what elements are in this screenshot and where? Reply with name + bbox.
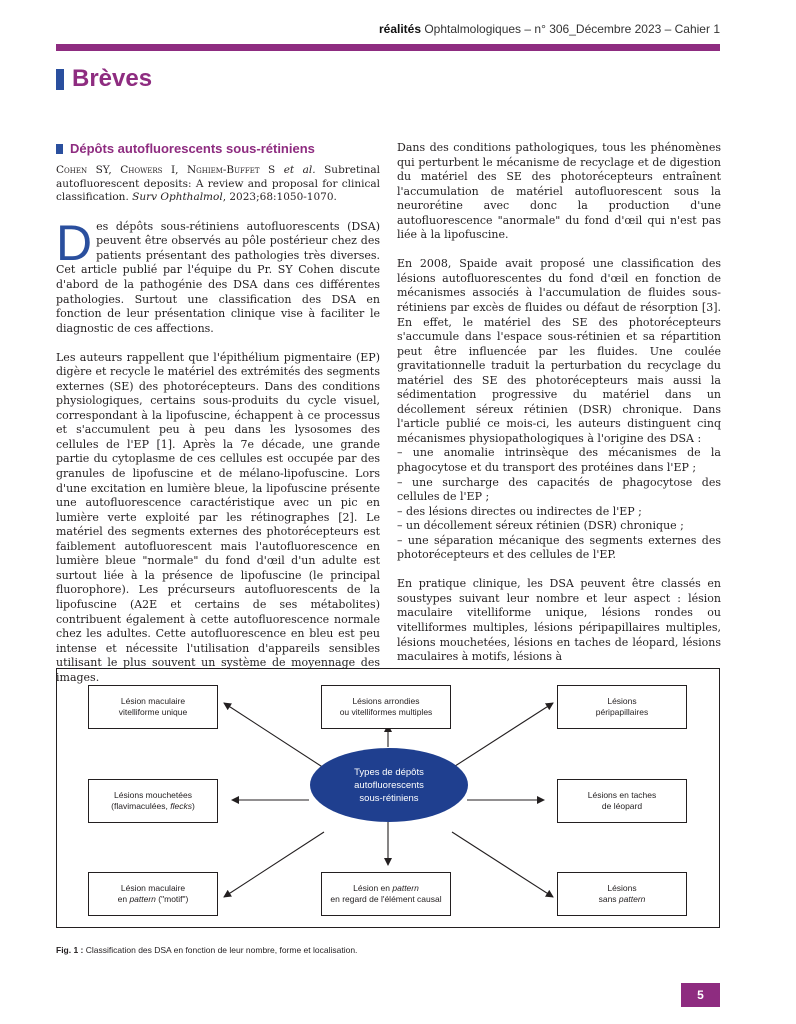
mechanism-item: – une anomalie intrinsèque des mécanismes de la phagocytose et du transport des protéines dans l'EP ;	[397, 446, 721, 474]
ref-etal: et al.	[275, 164, 316, 176]
body-paragraph: Les auteurs rappellent que l'épithélium pigmentaire (EP) digère et recycle le matériel des extrémités des segments externes (SE) des photorécepteurs. Dans des conditions physiologiques, certains sous-produits du cycle visuel, correspondant à la lipofuscine, échappent à ce processus et s'accumulent peu à peu dans les lysosomes des cellules de l'EP [1]. Après la 7e décade, une grande partie du cytoplasme de ces cellules est occupée par des granules de lipofuscine et de mélano-lipofuscine. Lors d'une excitation en lumière bleue, la lipofuscine présente une autofluorescence caractéristique avec un pic en lumière verte exploité par les rétinographes [2]. Le matériel des segments externes des photorécepteurs est faiblement autofluorescent mais l'autofluorescence en lumière bleue "normale" du fond d'œil d'un adulte est surtout liée à la présence de lipofuscine (le principal fluorophore). Les précurseurs autofluorescents de la lipofuscine (A2E et certains de ses métabolites) contribuent également à cette autofluorescence normale chez les adultes. Cette autofluorescence en bleu est peu intense et nécessite l'utilisation d'appareils sensibles utilisant le plus souvent un système de moyennage des images.	[56, 350, 380, 684]
mechanism-item: – une surcharge des capacités de phagocytose des cellules de l'EP ;	[397, 475, 721, 504]
article-heading	[56, 141, 380, 156]
node-text-italic: pattern	[618, 894, 646, 904]
node-line: en regard de l'élément causal	[330, 894, 442, 904]
caption-text: Classification des DSA en fonction de leur nombre, forme et localisation.	[83, 945, 358, 955]
section-marker-icon	[56, 69, 64, 90]
node-text-italic: flecks	[170, 801, 192, 811]
arrow-bottom-left	[224, 832, 324, 897]
drop-cap: D	[56, 214, 93, 271]
center-line: autofluorescents	[354, 779, 424, 791]
section-title: Brèves	[72, 65, 153, 92]
intro-text: es dépôts sous-rétiniens autofluorescents (DSA) peuvent être observés au pôle postérieur chez des patients présentant des pathologies très diverses. Cet article publié par l'équipe du Pr. SY Cohen discute d'abord de la pathogénie des DSA dans ces différentes pathologies. Surtout une classification des DSA en fonction de leur présentation clinique vise à faciliter le diagnostic de ces affections.	[56, 219, 380, 335]
node-line: de léopard	[601, 801, 643, 811]
article-title: Dépôts autofluorescents sous-rétiniens	[70, 141, 315, 156]
right-column	[397, 141, 721, 679]
page-number: 5	[681, 983, 720, 1007]
node-line: Lésions arrondies	[352, 696, 420, 706]
node-maculaire-pattern	[88, 872, 218, 916]
body-paragraph: En 2008, Spaide avait proposé une classification des lésions autofluorescentes du fond d'œil en fonction de mécanismes associés à l'accumulation de fluides sous-rétiniens par excès de fluides ou défaut de résorption [3]. En effet, le matériel des SE des photorécepteurs s'accumule dans l'espace sous-rétinien et sa répartition peut être influencée par les fluides. Une coulée gravitationnelle traduit la perturbation du recyclage du matériel des SE des photorécepteurs mais aussi la sédimentation progressive du matériel dans un décollement séreux rétinien (DSR) chronique. Dans l'article publié ce mois-ci, les auteurs distinguent cinq mécanismes physiopathologiques à l'origine des DSA :	[397, 257, 721, 445]
node-line	[599, 894, 646, 905]
figure-diagram	[56, 668, 720, 928]
node-line: Lésions en taches	[587, 790, 657, 800]
center-line: Types de dépôts	[354, 766, 424, 778]
arrow-top-left	[224, 703, 324, 768]
mechanism-item: – un décollement séreux rétinien (DSR) chronique ;	[397, 519, 684, 533]
node-line: vitelliforme unique	[118, 707, 188, 717]
node-arrondies-multiples	[321, 685, 451, 729]
node-line	[111, 801, 195, 812]
center-node	[310, 748, 468, 822]
issue-info: Ophtalmologiques – n° 306_Décembre 2023 – Cahier 1	[421, 22, 720, 36]
node-line: Lésions	[607, 696, 637, 706]
header-rule	[56, 44, 720, 51]
figure-caption	[56, 945, 357, 955]
ref-title: Subretinal autofluorescent deposits: A review and proposal for clinical classification.	[56, 164, 380, 204]
mechanism-item: – une séparation mécanique des segments externes des photorécepteurs et des cellules de l'EP.	[397, 533, 721, 562]
node-taches-leopard	[557, 779, 687, 823]
ref-details: , 2023;68:1050-1070.	[222, 191, 337, 204]
node-line	[353, 883, 419, 894]
section-heading	[56, 65, 152, 93]
node-text: )	[191, 801, 195, 811]
node-line: Lésion maculaire	[120, 696, 186, 706]
node-line: Lésions	[607, 883, 637, 893]
node-line: Lésions mouchetées	[114, 790, 192, 800]
ref-authors: Cohen SY, Chowers I, Nghiem-Buffet S	[56, 164, 276, 176]
heading-marker-icon	[56, 144, 63, 154]
node-pattern-element-causal	[321, 872, 451, 916]
node-peripapillaires	[557, 685, 687, 729]
node-text: Lésion en	[353, 883, 393, 893]
node-text-italic: pattern	[392, 883, 419, 893]
node-text: (flavimaculées,	[111, 801, 171, 811]
arrow-top-right	[452, 703, 553, 768]
node-text: sans	[598, 894, 619, 904]
running-header	[379, 22, 720, 36]
body-paragraph: En pratique clinique, les DSA peuvent être classés en soustypes suivant leur nombre et leur aspect : lésion maculaire vitelliforme unique, lésions rondes ou vitelliformes multiples, lésions péripapillaires multiples, lésions mouchetées, lésions en taches de léopard, lésions maculaires à motifs, lésions à	[397, 577, 721, 664]
node-maculaire-unique	[88, 685, 218, 729]
node-line: péripapillaires	[595, 707, 649, 717]
node-line	[118, 894, 189, 905]
caption-label: Fig. 1 :	[56, 945, 84, 955]
node-text-italic: pattern	[129, 894, 156, 904]
node-line: ou vitelliformes multiples	[339, 707, 433, 717]
body-paragraph: Dans des conditions pathologiques, tous les phénomènes qui perturbent le mécanisme de recyclage et de digestion du matériel des SE des photorécepteurs entraînent l'accumulation de matériel autofluorescent sous la neurorétine avec donc la production d'une autofluorescence "anormale" du fond d'œil qui n'est pas liée à la lipofuscine.	[397, 141, 721, 242]
node-text: ("motif")	[155, 894, 189, 904]
node-line: Lésion maculaire	[120, 883, 186, 893]
ref-journal: Surv Ophthalmol	[132, 191, 223, 204]
node-text: en	[117, 894, 130, 904]
node-sans-pattern	[557, 872, 687, 916]
journal-name: réalités	[378, 22, 421, 36]
node-mouchetees	[88, 779, 218, 823]
center-line: sous-rétiniens	[359, 792, 419, 804]
article-reference	[56, 164, 380, 205]
arrow-bottom-right	[452, 832, 553, 897]
left-column	[56, 141, 380, 700]
intro-paragraph	[56, 214, 380, 336]
mechanism-item: – des lésions directes ou indirectes de l'EP ;	[397, 504, 642, 518]
